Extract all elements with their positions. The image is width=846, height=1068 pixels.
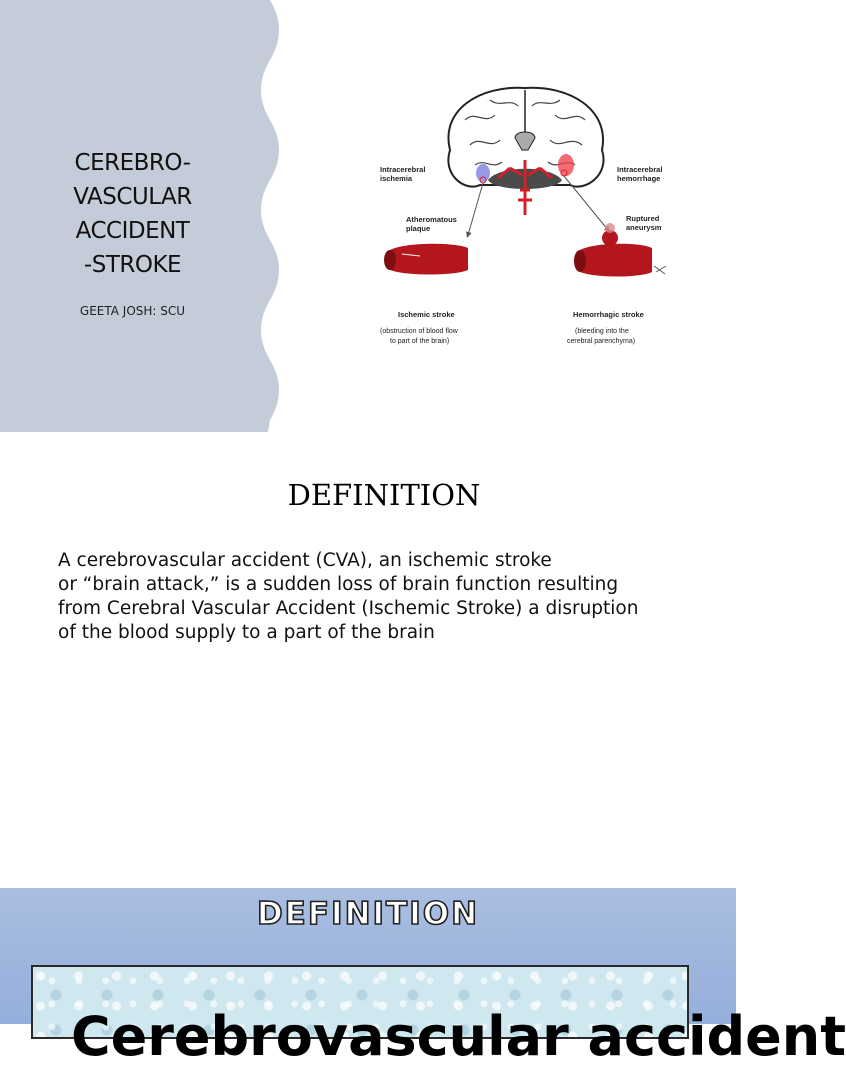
water-texture-box bbox=[31, 965, 846, 1068]
label-ischemic-stroke: Ischemic stroke bbox=[398, 310, 455, 319]
label-aneurysm-1: Ruptured bbox=[626, 214, 660, 223]
label-hemorrhagic-stroke: Hemorrhagic stroke bbox=[573, 310, 644, 319]
title-line-2: VASCULAR bbox=[73, 184, 192, 210]
label-ischemia-2: ischemia bbox=[380, 174, 413, 183]
definition-slide-2 bbox=[0, 888, 846, 1068]
label-plaque-1: Atheromatous bbox=[406, 215, 457, 224]
title-slide bbox=[0, 0, 768, 432]
slide-title bbox=[40, 146, 225, 282]
label-plaque-2: plaque bbox=[406, 224, 431, 233]
label-hemorrhage-2: hemorrhage bbox=[617, 174, 661, 183]
definition-heading-2: DEFINITION bbox=[256, 896, 480, 932]
definition-slide bbox=[0, 432, 768, 877]
stroke-types-illustration bbox=[370, 80, 680, 360]
label-hemorrhagic-desc-2: cerebral parenchyma) bbox=[567, 338, 636, 345]
label-ischemic-desc-2: to part of the brain) bbox=[390, 338, 450, 345]
definition-body: A cerebrovascular accident (CVA), an ischemic stroke or “brain attack,” is a sudden loss of brain function resulting from Cerebral Vascular Accident (Ischemic Stroke) a disruption of the blood supply to a part of the brain bbox=[58, 550, 639, 643]
author-label: GEETA JOSH: SCU bbox=[79, 304, 186, 318]
partial-cut-text: Cerebrovascular accident bbox=[71, 1005, 846, 1068]
label-aneurysm-2: aneurysm bbox=[626, 223, 662, 232]
label-ischemia-1: Intracerebral bbox=[380, 165, 426, 174]
ischemic-vessel bbox=[384, 244, 468, 275]
title-line-3: ACCIDENT bbox=[75, 218, 190, 244]
definition-heading: DEFINITION bbox=[287, 478, 481, 512]
title-line-1: CEREBRO- bbox=[74, 150, 191, 176]
label-hemorrhage-1: Intracerebral bbox=[617, 165, 663, 174]
label-ischemic-desc-1: (obstruction of blood flow bbox=[380, 328, 458, 335]
label-hemorrhagic-desc-1: (bleeding into the bbox=[575, 328, 629, 335]
title-line-4: -STROKE bbox=[83, 252, 182, 278]
